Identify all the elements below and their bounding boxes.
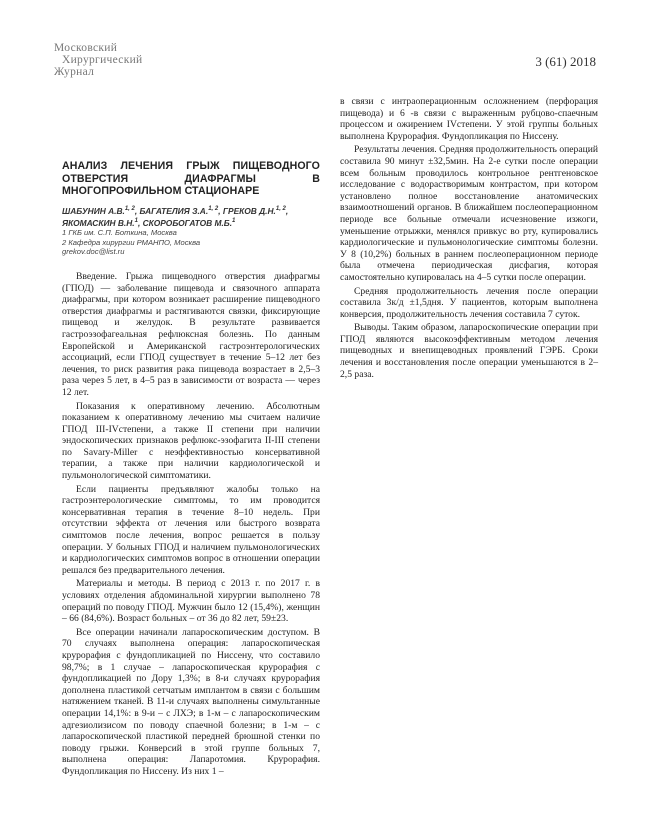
author-name: БАГАТЕЛИЯ З.А.	[139, 205, 209, 216]
paragraph-introduction: Введение. Грыжа пищеводного отверстия диафрагмы (ГПОД) — заболевание пищевода и связочного аппарата диафрагмы, при котором возникает расширение пищеводного отверстия диафрагмы и растягиваются связки, фиксирующие пищевод и желудок. В результате развивается гастроэзофагеальная рефлюксная болезнь. По данным Европейской и Американской гастроэнтерологических ассоциаций, если ГПОД существует в течение 5–12 лет без лечения, то риск развития рака пищевода возрастает в 2,5–3 раза через 5 лет, в 4–5 раз в зависимости от возраста — через 12 лет.	[62, 270, 320, 398]
logo-line-2: Хирургический	[62, 54, 143, 66]
right-column	[340, 96, 598, 382]
affiliation: 1 ГКБ им. С.П. Боткина, Москва	[62, 228, 177, 238]
author-list: ШАБУНИН А.В.$^{1, 2}$, БАГАТЕЛИЯ З.А.$^{1, 2}$, ГРЕКОВ Д.Н.$^{1, 2}$, ЯКОМАСКИН В.Н.$^1$, СКОРОБОГАТОВ М.Б.$^1$	[62, 205, 289, 228]
paragraph-indications: Показания к оперативному лечению. Абсолютным показанием к оперативному лечению мы считаем наличие ГПОД III-IVстепени, а также II степени при наличии эндоскопических признаков рефлюкс-эзофагита II-III степени по Savary-Miller с неэффективностью консервативной терапии, а также при наличии кардиологической и пульмонологической симптоматики.	[62, 400, 320, 482]
paragraph-results: Результаты лечения. Средняя продолжительность операций составила 90 минут ±32,5мин. На 2-е сутки после операции всем больным проводилось контрольное рентгеновское исследование с водорастворимым контрастом, при котором установлено полное восстановление анатомических взаимоотношений органов. В ближайшем послеоперационном периоде все больные отмечали исчезновение изжоги, уменьшение отрыжки, менялся привкус во рту, купировались кардиологические и пульмонологические симптомы болезни. У 8 (10,2%) больных в раннем послеоперационном периоде была отмечена периодическая дисфагия, которая самостоятельно купировалась на 4–5 сутки после операции.	[340, 144, 598, 283]
author-name: ШАБУНИН А.В.	[62, 205, 125, 216]
paragraph-treatment-duration: Средняя продолжительность лечения после операции составила 3к/д ±1,5дня. У пациентов, которым выполнена конверсия, продолжительность лечения составила 7 суток.	[340, 285, 598, 320]
logo-line-1: Московский	[54, 42, 118, 54]
affiliation: 2 Кафедра хирургии РМАНПО, Москва	[62, 237, 201, 247]
paragraph-conversion-continued: в связи с интраоперационным осложнением (перфорация пищевода) и 6 -в связи с выраженным рубцово-спаечным процессом и ожирением IVстепени. У этой группы больных выполнена Крурорафия. Фундопликация по Ниссену.	[340, 96, 598, 142]
paragraph-conservative-therapy: Если пациенты предъявляют жалобы только на гастроэнтерологические симптомы, то им проводится консервативная терапия в течение 8–10 недель. При отсутствии эффекта от лечения или быстрого возврата симптомов после лечения, вопрос решается в пользу операции. У больных ГПОД и наличием пульмонологических и кардиологических симптомов вопрос в отношении операции решался без предварительного лечения.	[62, 483, 320, 576]
paragraph-materials-methods: Материалы и методы. В период с 2013 г. по 2017 г. в условиях отделения абдоминальной хирургии выполнено 78 операций по поводу ГПОД. Мужчин было 12 (15,4%), женщин – 66 (84,6%). Возраст больных – от 36 до 82 лет, 59±23.	[62, 578, 320, 625]
logo-line-3: Журнал	[54, 66, 95, 78]
author-affiliation-mark: 1	[134, 217, 138, 224]
author-affiliation-mark: 1	[232, 217, 236, 224]
journal-logo	[54, 42, 143, 78]
author-name: ЯКОМАСКИН В.Н.	[62, 217, 135, 228]
author-name: ГРЕКОВ Д.Н.	[222, 205, 276, 216]
left-column	[62, 160, 320, 780]
author-email[interactable]: grekov.doc@list.ru	[62, 247, 125, 257]
author-affiliation-mark: 1, 2	[124, 205, 135, 212]
paragraph-operations: Все операции начинали лапароскопическим доступом. В 70 случаях выполнена операция: лапароскопическая крурорафия с фундопликацией по Ниссену, что составило 98,7%; в 1 случае – лапароскопическая крурорафия с фундопликацией по Дору 1,3%; в 8-и случаях крурорафия дополнена пластикой сетчатым имплантом в связи с большим натяжением тканей. В 11-и случаях выполнены симультанные операции 14,1%: в 9-и – с ЛХЭ; в 1-м – с лапароскопическим адгезиолизисом по поводу спаечной болезни; в 1-м – с лапароскопической пластикой передней брюшной стенки по поводу грыжи. Конверсий в этой группе больных 7, выполнена операция: Лапаротомия. Крурорафия. Фундопликация по Ниссену. Из них 1 –	[62, 626, 320, 777]
author-affiliation-mark: 1, 2	[208, 205, 219, 212]
issue-number: 3 (61) 2018	[535, 54, 596, 69]
article-title: АНАЛИЗ ЛЕЧЕНИЯ ГРЫЖ ПИЩЕВОДНОГО ОТВЕРСТИЯ ДИАФРАГМЫ В МНОГОПРОФИЛЬНОМ СТАЦИОНАРЕ	[62, 160, 320, 198]
author-name: СКОРОБОГАТОВ М.Б.	[142, 217, 233, 228]
author-affiliation-mark: 1, 2	[275, 205, 286, 212]
paragraph-conclusions: Выводы. Таким образом, лапароскопические операции при ГПОД являются высокоэффективным методом лечения пищеводных и внепищеводных проявлений ГЭРБ. Сроки лечения и восстановления после операции уменьшаются в 2–2,5 раза.	[340, 322, 598, 380]
